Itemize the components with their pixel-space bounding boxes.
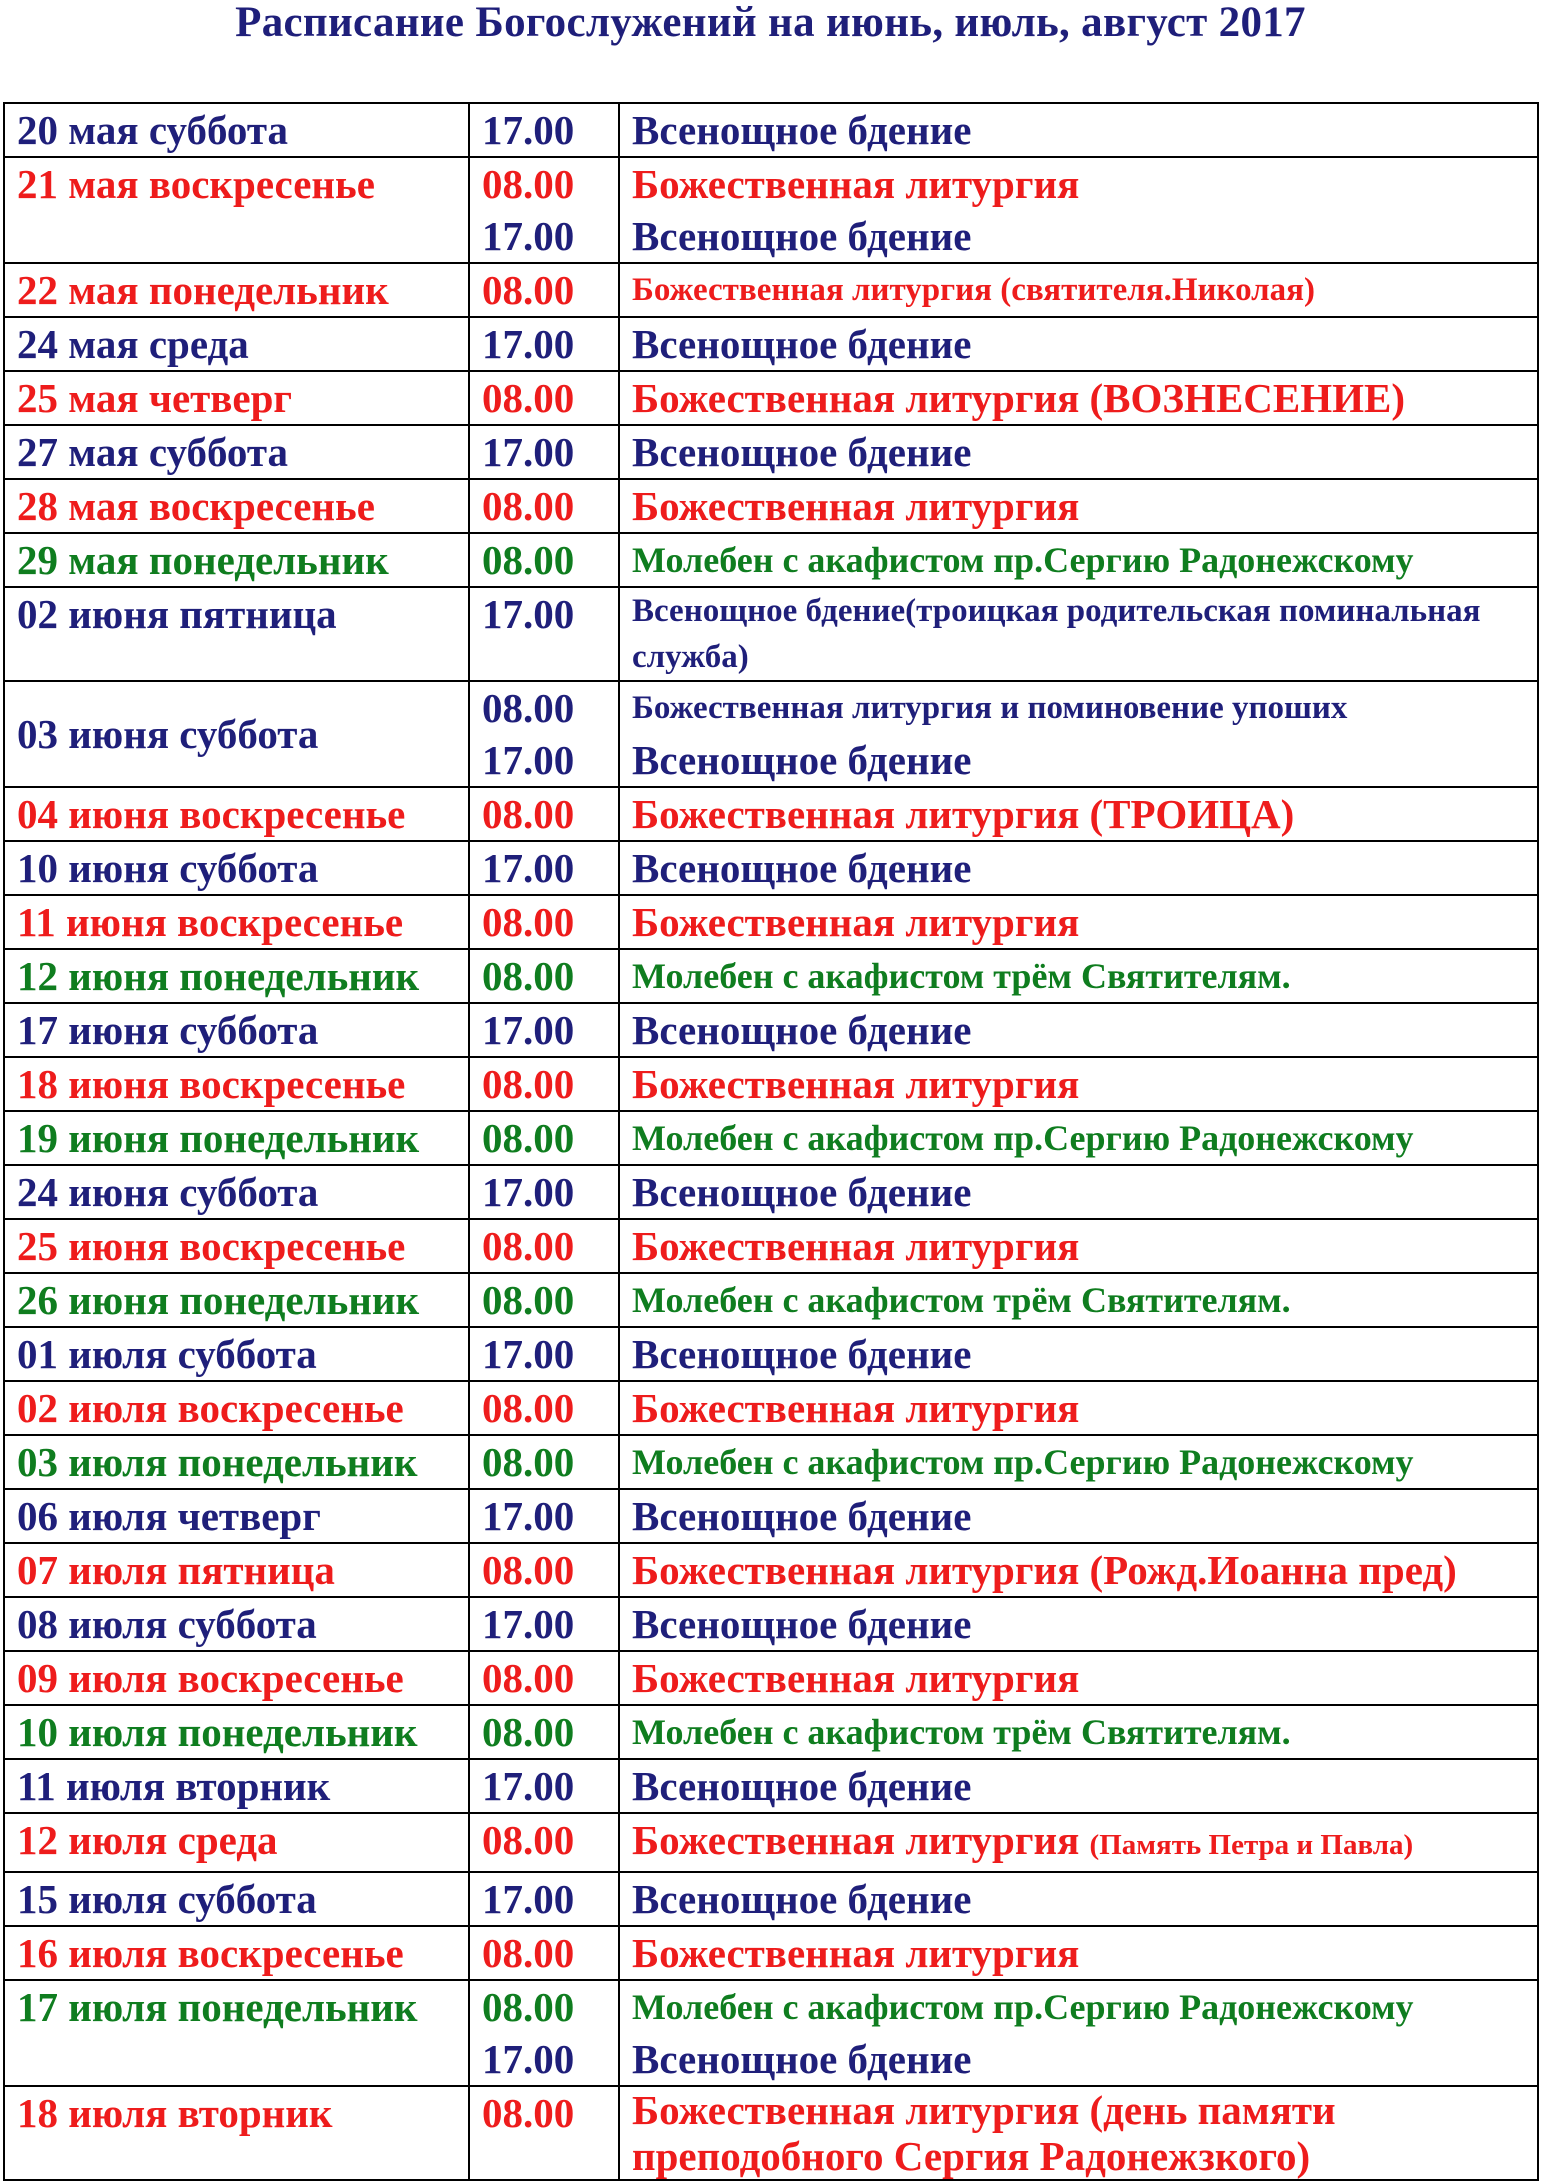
time-cell <box>469 1543 619 1597</box>
event-cell <box>619 1111 1538 1165</box>
time-value: 08.00 <box>482 685 575 731</box>
date-cell: 01 июля суббота <box>4 1327 469 1381</box>
date-cell: 11 июля вторник <box>4 1759 469 1813</box>
time-value: 08.00 <box>482 2090 575 2136</box>
table-row <box>4 1759 1538 1813</box>
date-cell: 12 июня понедельник <box>4 949 469 1003</box>
event-text: Всенощное бдение(троицкая родительская поминальная служба) <box>632 593 1481 675</box>
date-cell: 15 июля суббота <box>4 1872 469 1926</box>
date-cell: 09 июля воскресенье <box>4 1651 469 1705</box>
time-cell <box>469 425 619 479</box>
event-text: Божественная литургия <box>632 1385 1080 1431</box>
event-text: Молебен с акафистом пр.Сергию Радонежскому <box>632 540 1414 580</box>
event-text: Божественная литургия и поминовение упоших <box>632 690 1348 726</box>
date-cell: 04 июня воскресенье <box>4 787 469 841</box>
time-value: 08.00 <box>482 1385 575 1431</box>
table-row <box>4 157 1538 263</box>
date-cell: 02 июля воскресенье <box>4 1381 469 1435</box>
event-text: Божественная литургия <box>632 161 1080 207</box>
time-cell <box>469 1759 619 1813</box>
time-value: 08.00 <box>482 1817 575 1863</box>
event-text: Всенощное бдение <box>632 1169 972 1215</box>
table-row <box>4 587 1538 681</box>
event-text: Всенощное бдение <box>632 1601 972 1647</box>
time-cell <box>469 1273 619 1327</box>
table-row <box>4 1057 1538 1111</box>
table-row <box>4 1489 1538 1543</box>
event-cell <box>619 1543 1538 1597</box>
event-cell <box>619 1651 1538 1705</box>
event-text: Всенощное бдение <box>632 1331 972 1377</box>
table-row <box>4 263 1538 317</box>
time-value: 17.00 <box>482 591 575 637</box>
table-row <box>4 681 1538 787</box>
event-text: Всенощное бдение <box>632 1876 972 1922</box>
time-cell <box>469 1705 619 1759</box>
event-text: Всенощное бдение <box>632 321 972 367</box>
time-value: 17.00 <box>482 2036 575 2082</box>
event-cell <box>619 1219 1538 1273</box>
event-text: Божественная литургия <box>632 483 1080 529</box>
event-text: Молебен с акафистом пр.Сергию Радонежскому <box>632 1442 1414 1482</box>
time-value: 08.00 <box>482 375 575 421</box>
date-cell: 07 июля пятница <box>4 1543 469 1597</box>
time-value: 08.00 <box>482 1984 575 2030</box>
event-text: Божественная литургия <box>632 1930 1080 1976</box>
time-value: 08.00 <box>482 267 575 313</box>
time-cell <box>469 157 619 263</box>
date-cell: 26 июня понедельник <box>4 1273 469 1327</box>
event-text: Молебен с акафистом трём Святителям. <box>632 1712 1291 1752</box>
time-cell <box>469 2086 619 2180</box>
time-cell <box>469 479 619 533</box>
time-cell <box>469 587 619 681</box>
event-text: Всенощное бдение <box>632 429 972 475</box>
table-row <box>4 1219 1538 1273</box>
table-row <box>4 1435 1538 1489</box>
event-text: Божественная литургия (Рожд.Иоанна пред) <box>632 1547 1457 1593</box>
time-value: 08.00 <box>482 1223 575 1269</box>
table-row <box>4 1165 1538 1219</box>
event-cell <box>619 1165 1538 1219</box>
table-row <box>4 1980 1538 2086</box>
table-row <box>4 1111 1538 1165</box>
table-row <box>4 425 1538 479</box>
table-row <box>4 371 1538 425</box>
time-value: 17.00 <box>482 429 575 475</box>
time-value: 17.00 <box>482 1331 575 1377</box>
time-cell <box>469 1435 619 1489</box>
event-cell <box>619 2086 1538 2180</box>
event-cell <box>619 949 1538 1003</box>
time-cell <box>469 1165 619 1219</box>
date-cell: 22 мая понедельник <box>4 263 469 317</box>
date-cell: 29 мая понедельник <box>4 533 469 587</box>
event-text: Божественная литургия <box>632 1223 1080 1269</box>
event-cell <box>619 1926 1538 1980</box>
date-cell: 27 мая суббота <box>4 425 469 479</box>
event-cell <box>619 1435 1538 1489</box>
event-cell <box>619 1003 1538 1057</box>
date-cell: 16 июля воскресенье <box>4 1926 469 1980</box>
time-value: 08.00 <box>482 161 575 207</box>
table-row <box>4 1327 1538 1381</box>
time-cell <box>469 317 619 371</box>
time-value: 08.00 <box>482 1709 575 1755</box>
event-text: Божественная литургия <box>632 899 1080 945</box>
time-cell <box>469 371 619 425</box>
time-value: 17.00 <box>482 1007 575 1053</box>
time-value: 17.00 <box>482 107 575 153</box>
time-cell <box>469 1651 619 1705</box>
time-cell <box>469 1813 619 1872</box>
event-text: Молебен с акафистом трём Святителям. <box>632 956 1291 996</box>
schedule-table <box>3 102 1539 2181</box>
time-cell <box>469 263 619 317</box>
table-row <box>4 1813 1538 1872</box>
event-cell <box>619 787 1538 841</box>
time-value: 17.00 <box>482 1763 575 1809</box>
time-cell <box>469 1219 619 1273</box>
time-cell <box>469 1980 619 2086</box>
time-cell <box>469 841 619 895</box>
event-cell <box>619 263 1538 317</box>
date-cell: 17 июня суббота <box>4 1003 469 1057</box>
date-cell: 19 июня понедельник <box>4 1111 469 1165</box>
time-cell <box>469 1872 619 1926</box>
table-row <box>4 1543 1538 1597</box>
event-cell <box>619 1597 1538 1651</box>
time-value: 17.00 <box>482 213 575 259</box>
time-value: 17.00 <box>482 321 575 367</box>
event-text: Всенощное бдение <box>632 1007 972 1053</box>
time-value: 17.00 <box>482 1169 575 1215</box>
date-cell: 10 июля понедельник <box>4 1705 469 1759</box>
event-cell <box>619 103 1538 157</box>
date-cell: 06 июля четверг <box>4 1489 469 1543</box>
time-value: 08.00 <box>482 1930 575 1976</box>
time-value: 17.00 <box>482 1601 575 1647</box>
time-value: 17.00 <box>482 1493 575 1539</box>
time-cell <box>469 533 619 587</box>
date-cell: 24 июня суббота <box>4 1165 469 1219</box>
event-cell <box>619 1980 1538 2086</box>
table-row <box>4 317 1538 371</box>
date-cell: 25 июня воскресенье <box>4 1219 469 1273</box>
table-row <box>4 1003 1538 1057</box>
table-row <box>4 949 1538 1003</box>
date-cell: 02 июня пятница <box>4 587 469 681</box>
event-cell <box>619 425 1538 479</box>
time-cell <box>469 1003 619 1057</box>
time-cell <box>469 787 619 841</box>
time-value: 17.00 <box>482 1876 575 1922</box>
time-cell <box>469 949 619 1003</box>
time-cell <box>469 1057 619 1111</box>
time-cell <box>469 1489 619 1543</box>
date-cell: 08 июля суббота <box>4 1597 469 1651</box>
time-value: 17.00 <box>482 737 575 783</box>
event-cell <box>619 1057 1538 1111</box>
event-cell <box>619 1813 1538 1872</box>
event-cell <box>619 1705 1538 1759</box>
event-text: Божественная литургия <box>632 1061 1080 1107</box>
date-cell: 18 июля вторник <box>4 2086 469 2180</box>
event-cell <box>619 895 1538 949</box>
time-cell <box>469 1926 619 1980</box>
date-cell: 28 мая воскресенье <box>4 479 469 533</box>
time-cell <box>469 1111 619 1165</box>
event-cell <box>619 479 1538 533</box>
table-row <box>4 895 1538 949</box>
event-text: Всенощное бдение <box>632 107 972 153</box>
event-text: Божественная литургия (ВОЗНЕСЕНИЕ) <box>632 375 1406 421</box>
table-row <box>4 479 1538 533</box>
event-text: Божественная литургия (день памяти преподобного Сергия Радонежзкого) <box>632 2087 1336 2179</box>
time-value: 08.00 <box>482 1439 575 1485</box>
date-cell: 20 мая суббота <box>4 103 469 157</box>
table-row <box>4 533 1538 587</box>
event-cell <box>619 681 1538 787</box>
time-value: 08.00 <box>482 1277 575 1323</box>
time-value: 08.00 <box>482 1547 575 1593</box>
event-cell <box>619 841 1538 895</box>
table-row <box>4 787 1538 841</box>
event-text: Всенощное бдение <box>632 737 972 783</box>
event-text: Божественная литургия (святителя.Николая) <box>632 272 1316 308</box>
time-cell <box>469 1381 619 1435</box>
table-row <box>4 1597 1538 1651</box>
event-cell <box>619 587 1538 681</box>
time-value: 08.00 <box>482 1655 575 1701</box>
event-cell <box>619 533 1538 587</box>
event-cell <box>619 1872 1538 1926</box>
date-cell: 03 июля понедельник <box>4 1435 469 1489</box>
event-text: Молебен с акафистом пр.Сергию Радонежскому <box>632 1987 1414 2027</box>
table-row <box>4 1273 1538 1327</box>
event-text: Божественная литургия <box>632 1817 1080 1863</box>
table-row <box>4 841 1538 895</box>
date-cell: 25 мая четверг <box>4 371 469 425</box>
event-cell <box>619 371 1538 425</box>
table-row <box>4 1705 1538 1759</box>
event-text: Всенощное бдение <box>632 213 972 259</box>
event-note: (Память Петра и Павла) <box>1089 1829 1414 1861</box>
date-cell: 11 июня воскресенье <box>4 895 469 949</box>
table-row <box>4 1926 1538 1980</box>
time-value: 08.00 <box>482 899 575 945</box>
time-value: 08.00 <box>482 483 575 529</box>
time-cell <box>469 895 619 949</box>
table-row <box>4 1872 1538 1926</box>
time-value: 08.00 <box>482 1115 575 1161</box>
event-text: Божественная литургия <box>632 1655 1080 1701</box>
event-cell <box>619 317 1538 371</box>
table-row <box>4 1381 1538 1435</box>
date-cell: 12 июля среда <box>4 1813 469 1872</box>
time-value: 17.00 <box>482 845 575 891</box>
event-text: Всенощное бдение <box>632 1493 972 1539</box>
date-cell: 18 июня воскресенье <box>4 1057 469 1111</box>
event-text: Молебен с акафистом пр.Сергию Радонежскому <box>632 1118 1414 1158</box>
time-value: 08.00 <box>482 537 575 583</box>
event-text: Молебен с акафистом трём Святителям. <box>632 1280 1291 1320</box>
event-cell <box>619 157 1538 263</box>
date-cell: 24 мая среда <box>4 317 469 371</box>
date-cell: 10 июня суббота <box>4 841 469 895</box>
event-cell <box>619 1327 1538 1381</box>
time-value: 08.00 <box>482 791 575 837</box>
event-cell <box>619 1489 1538 1543</box>
event-text: Всенощное бдение <box>632 845 972 891</box>
time-value: 08.00 <box>482 1061 575 1107</box>
event-text: Всенощное бдение <box>632 2036 972 2082</box>
table-row <box>4 2086 1538 2180</box>
event-cell <box>619 1759 1538 1813</box>
time-cell <box>469 103 619 157</box>
date-cell: 17 июля понедельник <box>4 1980 469 2086</box>
time-value: 08.00 <box>482 953 575 999</box>
event-text: Всенощное бдение <box>632 1763 972 1809</box>
table-row <box>4 103 1538 157</box>
time-cell <box>469 1327 619 1381</box>
time-cell <box>469 1597 619 1651</box>
time-cell <box>469 681 619 787</box>
date-cell: 21 мая воскресенье <box>4 157 469 263</box>
event-cell <box>619 1273 1538 1327</box>
table-row <box>4 1651 1538 1705</box>
event-text: Божественная литургия (ТРОИЦА) <box>632 791 1295 837</box>
page-title: Расписание Богослужений на июнь, июль, август 2017 <box>235 0 1306 46</box>
date-cell: 03 июня суббота <box>4 681 469 787</box>
event-cell <box>619 1381 1538 1435</box>
